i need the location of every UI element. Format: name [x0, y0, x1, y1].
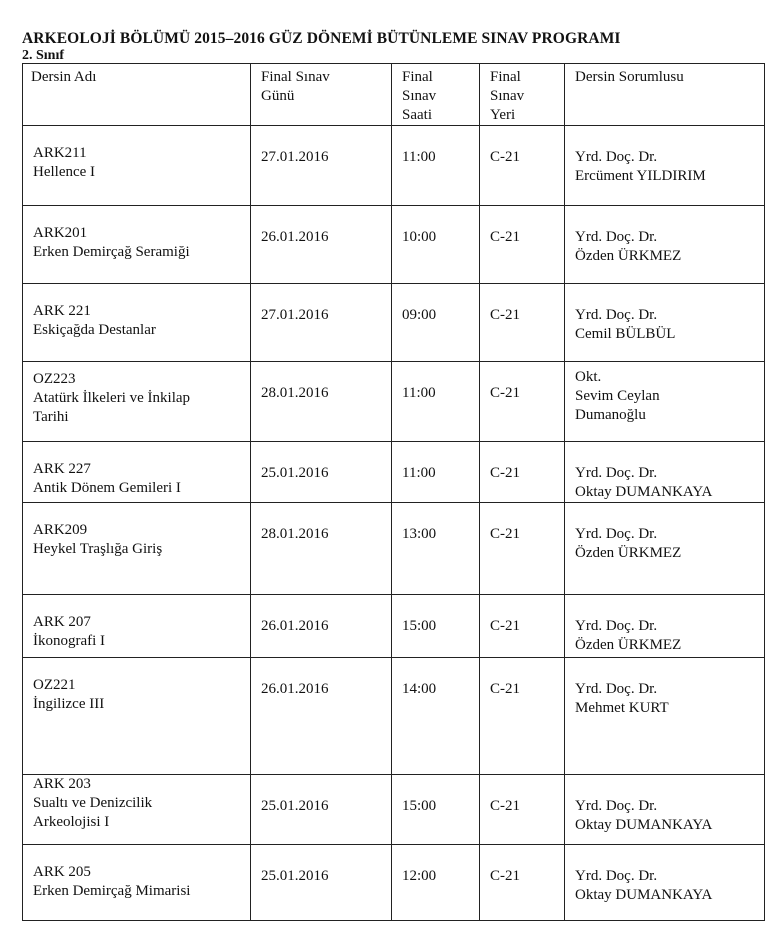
exam-date: 28.01.2016: [261, 526, 329, 542]
course-cell: [23, 284, 251, 362]
exam-time: 11:00: [402, 385, 436, 401]
exam-place: C-21: [490, 465, 520, 481]
lecturer-name: Ercüment YILDIRIM: [575, 168, 706, 184]
course-cell: [23, 206, 251, 284]
exam-date: 25.01.2016: [261, 798, 329, 814]
course-text: ARK201: [33, 225, 88, 241]
exam-time-cell: [392, 126, 480, 206]
column-header: [392, 64, 480, 126]
course-text: İngilizce III: [33, 696, 105, 712]
exam-time-cell: [392, 442, 480, 503]
exam-date: 26.01.2016: [261, 229, 329, 245]
exam-date-cell: [251, 442, 392, 503]
lecturer-cell: [565, 845, 765, 921]
page-title: ARKEOLOJİ BÖLÜMÜ 2015–2016 GÜZ DÖNEMİ BÜTÜNLEME SINAV PROGRAMI: [22, 30, 621, 47]
column-header-label: Yeri: [490, 107, 516, 123]
exam-time: 09:00: [402, 307, 437, 323]
lecturer-name: Yrd. Doç. Dr.: [575, 618, 658, 634]
exam-date-cell: [251, 595, 392, 658]
exam-place-cell: [480, 206, 565, 284]
exam-place: C-21: [490, 385, 520, 401]
lecturer-cell: [565, 442, 765, 503]
lecturer-name: Özden ÜRKMEZ: [575, 545, 682, 561]
exam-time: 15:00: [402, 798, 437, 814]
column-header-label: Final: [490, 69, 521, 85]
exam-place-cell: [480, 775, 565, 845]
class-label: 2. Sınıf: [22, 48, 65, 63]
exam-date: 28.01.2016: [261, 385, 329, 401]
table-row: [23, 206, 765, 284]
table-row: [23, 503, 765, 595]
lecturer-name: Yrd. Doç. Dr.: [575, 229, 658, 245]
lecturer-name: Mehmet KURT: [575, 700, 669, 716]
course-text: ARK 205: [33, 864, 91, 880]
column-header-label: Dersin Adı: [31, 69, 97, 85]
exam-date: 27.01.2016: [261, 307, 329, 323]
lecturer-cell: [565, 284, 765, 362]
lecturer-name: Oktay DUMANKAYA: [575, 887, 713, 903]
exam-place: C-21: [490, 229, 520, 245]
table-row: [23, 595, 765, 658]
lecturer-name: Özden ÜRKMEZ: [575, 637, 682, 653]
exam-place: C-21: [490, 307, 520, 323]
exam-time-cell: [392, 775, 480, 845]
lecturer-cell: [565, 658, 765, 775]
course-text: OZ221: [33, 677, 76, 693]
exam-date-cell: [251, 362, 392, 442]
exam-place: C-21: [490, 149, 520, 165]
course-cell: [23, 658, 251, 775]
column-header-label: Final Sınav: [261, 69, 330, 85]
exam-date-cell: [251, 503, 392, 595]
column-header: [23, 64, 251, 126]
exam-date-cell: [251, 284, 392, 362]
column-header-label: Sınav: [402, 88, 437, 104]
exam-place-cell: [480, 362, 565, 442]
exam-place-cell: [480, 284, 565, 362]
exam-time: 15:00: [402, 618, 437, 634]
exam-place-cell: [480, 442, 565, 503]
lecturer-name: Okt.: [575, 369, 602, 385]
course-text: ARK 221: [33, 303, 91, 319]
lecturer-cell: [565, 503, 765, 595]
course-text: Antik Dönem Gemileri I: [33, 480, 181, 496]
course-text: ARK 207: [33, 614, 91, 630]
lecturer-name: Yrd. Doç. Dr.: [575, 526, 658, 542]
course-text: Erken Demirçağ Seramiği: [33, 244, 190, 260]
course-text: Sualtı ve Denizcilik: [33, 795, 153, 811]
exam-place-cell: [480, 126, 565, 206]
column-header-label: Final: [402, 69, 433, 85]
course-text: ARK211: [33, 145, 87, 161]
lecturer-name: Yrd. Doç. Dr.: [575, 465, 658, 481]
course-text: ARK 203: [33, 776, 91, 792]
exam-time: 13:00: [402, 526, 437, 542]
course-text: İkonografi I: [33, 633, 106, 649]
lecturer-name: Sevim Ceylan: [575, 388, 660, 404]
exam-place-cell: [480, 503, 565, 595]
exam-schedule-table: [22, 63, 765, 921]
column-header-label: Dersin Sorumlusu: [575, 69, 684, 85]
column-header: [565, 64, 765, 126]
column-header-label: Saati: [402, 107, 432, 123]
exam-date-cell: [251, 658, 392, 775]
table-row: [23, 362, 765, 442]
lecturer-name: Cemil BÜLBÜL: [575, 326, 676, 342]
course-text: Hellence I: [33, 164, 96, 180]
table-row: [23, 658, 765, 775]
exam-date-cell: [251, 775, 392, 845]
exam-time: 14:00: [402, 681, 437, 697]
exam-place: C-21: [490, 618, 520, 634]
exam-time-cell: [392, 206, 480, 284]
course-text: Atatürk İlkeleri ve İnkilap: [33, 390, 191, 406]
exam-date: 26.01.2016: [261, 681, 329, 697]
lecturer-name: Yrd. Doç. Dr.: [575, 868, 658, 884]
course-text: Eskiçağda Destanlar: [33, 322, 156, 338]
column-header-label: Sınav: [490, 88, 525, 104]
exam-time-cell: [392, 595, 480, 658]
exam-time: 11:00: [402, 149, 436, 165]
exam-time: 11:00: [402, 465, 436, 481]
exam-place-cell: [480, 845, 565, 921]
lecturer-cell: [565, 206, 765, 284]
lecturer-name: Yrd. Doç. Dr.: [575, 798, 658, 814]
exam-place-cell: [480, 595, 565, 658]
exam-place: C-21: [490, 526, 520, 542]
table-row: [23, 442, 765, 503]
table-row: [23, 845, 765, 921]
exam-date-cell: [251, 845, 392, 921]
course-cell: [23, 775, 251, 845]
course-text: Heykel Traşlığa Giriş: [33, 541, 163, 557]
exam-date: 26.01.2016: [261, 618, 329, 634]
column-header: [251, 64, 392, 126]
table-row: [23, 126, 765, 206]
course-text: ARK 227: [33, 461, 91, 477]
course-cell: [23, 126, 251, 206]
lecturer-cell: [565, 362, 765, 442]
lecturer-name: Yrd. Doç. Dr.: [575, 307, 658, 323]
exam-time-cell: [392, 658, 480, 775]
table-row: [23, 284, 765, 362]
exam-time-cell: [392, 503, 480, 595]
course-cell: [23, 442, 251, 503]
exam-time-cell: [392, 845, 480, 921]
course-text: ARK209: [33, 522, 88, 538]
exam-time-cell: [392, 362, 480, 442]
course-cell: [23, 845, 251, 921]
exam-place-cell: [480, 658, 565, 775]
table-header-row: [23, 64, 765, 126]
exam-date: 25.01.2016: [261, 465, 329, 481]
column-header-label: Günü: [261, 88, 295, 104]
exam-date: 25.01.2016: [261, 868, 329, 884]
exam-time: 10:00: [402, 229, 437, 245]
exam-date: 27.01.2016: [261, 149, 329, 165]
lecturer-cell: [565, 775, 765, 845]
course-text: Erken Demirçağ Mimarisi: [33, 883, 191, 899]
lecturer-name: Oktay DUMANKAYA: [575, 484, 713, 500]
course-text: Arkeolojisi I: [33, 814, 110, 830]
course-text: Tarihi: [33, 409, 69, 425]
lecturer-name: Dumanoğlu: [575, 407, 646, 423]
course-cell: [23, 362, 251, 442]
lecturer-cell: [565, 595, 765, 658]
course-cell: [23, 503, 251, 595]
exam-place: C-21: [490, 868, 520, 884]
course-text: OZ223: [33, 371, 76, 387]
column-header: [480, 64, 565, 126]
exam-time: 12:00: [402, 868, 437, 884]
lecturer-name: Oktay DUMANKAYA: [575, 817, 713, 833]
lecturer-name: Özden ÜRKMEZ: [575, 248, 682, 264]
lecturer-cell: [565, 126, 765, 206]
lecturer-name: Yrd. Doç. Dr.: [575, 149, 658, 165]
lecturer-name: Yrd. Doç. Dr.: [575, 681, 658, 697]
exam-place: C-21: [490, 798, 520, 814]
exam-time-cell: [392, 284, 480, 362]
exam-date-cell: [251, 206, 392, 284]
table-body: [23, 126, 765, 921]
exam-date-cell: [251, 126, 392, 206]
table-row: [23, 775, 765, 845]
course-cell: [23, 595, 251, 658]
exam-place: C-21: [490, 681, 520, 697]
